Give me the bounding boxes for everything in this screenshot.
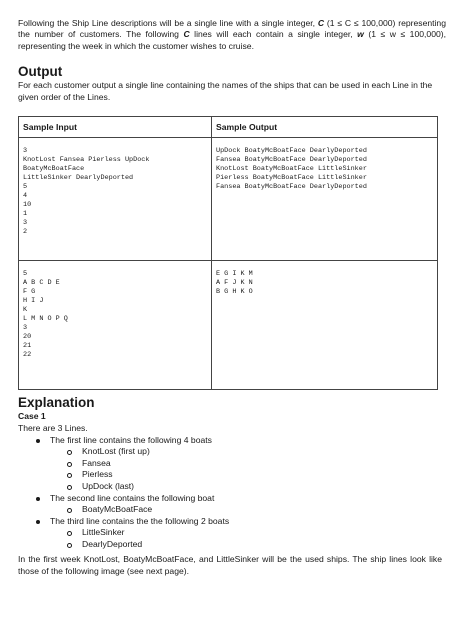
intro-text-a: Following the Ship Line descriptions will be a single line with a single integer, [18, 17, 318, 28]
final-paragraph: In the first week KnotLost, BoatyMcBoatFace, and LittleSinker will be the used ships. The ship lines look like those of the following image (see next page). [18, 554, 442, 576]
output-heading: Output [18, 64, 63, 79]
sample-input-2: 5 A B C D E F G H I J K L M N O P Q 3 20 21 22 [23, 270, 68, 360]
list-subitem: Fansea [18, 458, 446, 470]
table-row [19, 261, 438, 390]
list-item: The first line contains the following 4 boats [18, 435, 446, 447]
var-c-2: C [183, 29, 190, 40]
intro-text-b: (1 ≤ C ≤ 100,000) representing the number of customers. The following [18, 17, 446, 40]
list-item: The third line contains the the following 2 boats [18, 516, 446, 528]
sample-table-header [19, 117, 438, 138]
explanation-list [18, 435, 446, 551]
list-subitem: BoatyMcBoatFace [18, 504, 446, 516]
explanation-body [18, 423, 446, 551]
var-c: C [317, 17, 325, 28]
table-row [19, 138, 438, 261]
input-description [18, 18, 446, 53]
sample-output-cell [212, 261, 438, 390]
sample-input-cell [19, 138, 212, 261]
explanation-heading: Explanation [18, 395, 95, 410]
list-subitem: DearlyDeported [18, 539, 446, 551]
list-item: The second line contains the following boat [18, 493, 446, 505]
list-subitem: KnotLost (first up) [18, 446, 446, 458]
list-subitem: Pierless [18, 469, 446, 481]
sample-output-2: E G I K M A F J K N B G H K O [216, 270, 253, 297]
list-subitem: LittleSinker [18, 527, 446, 539]
sample-table [18, 116, 438, 390]
sample-output-header: Sample Output [212, 117, 438, 138]
list-subitem: UpDock (last) [18, 481, 446, 493]
case-title: Case 1 [18, 411, 46, 421]
sample-output-cell [212, 138, 438, 261]
intro-text-d: (1 ≤ w ≤ 100,000), representing the week in which the customer wishes to cruise. [18, 29, 446, 51]
intro-text-c: lines will each contain a single integer, [189, 29, 358, 40]
sample-output-1: UpDock BoatyMcBoatFace DearlyDeported Fansea BoatyMcBoatFace DearlyDeported KnotLost BoatyMcBoatFace LittleSinker Pierless BoatyMcBoatFace LittleSinker Fansea BoatyMcBoatFace DearlyDeported [216, 147, 367, 192]
sample-input-header: Sample Input [19, 117, 212, 138]
var-w: w [357, 29, 364, 40]
output-description: For each customer output a single line containing the names of the ships that can be used in each Line in the given order of the Lines. [18, 80, 433, 102]
sample-input-1: 3 KnotLost Fansea Pierless UpDock BoatyMcBoatFace LittleSinker DearlyDeported 5 4 10 1 3 2 [23, 147, 150, 237]
sample-input-cell [19, 261, 212, 390]
lines-count-text: There are 3 Lines. [18, 423, 88, 433]
